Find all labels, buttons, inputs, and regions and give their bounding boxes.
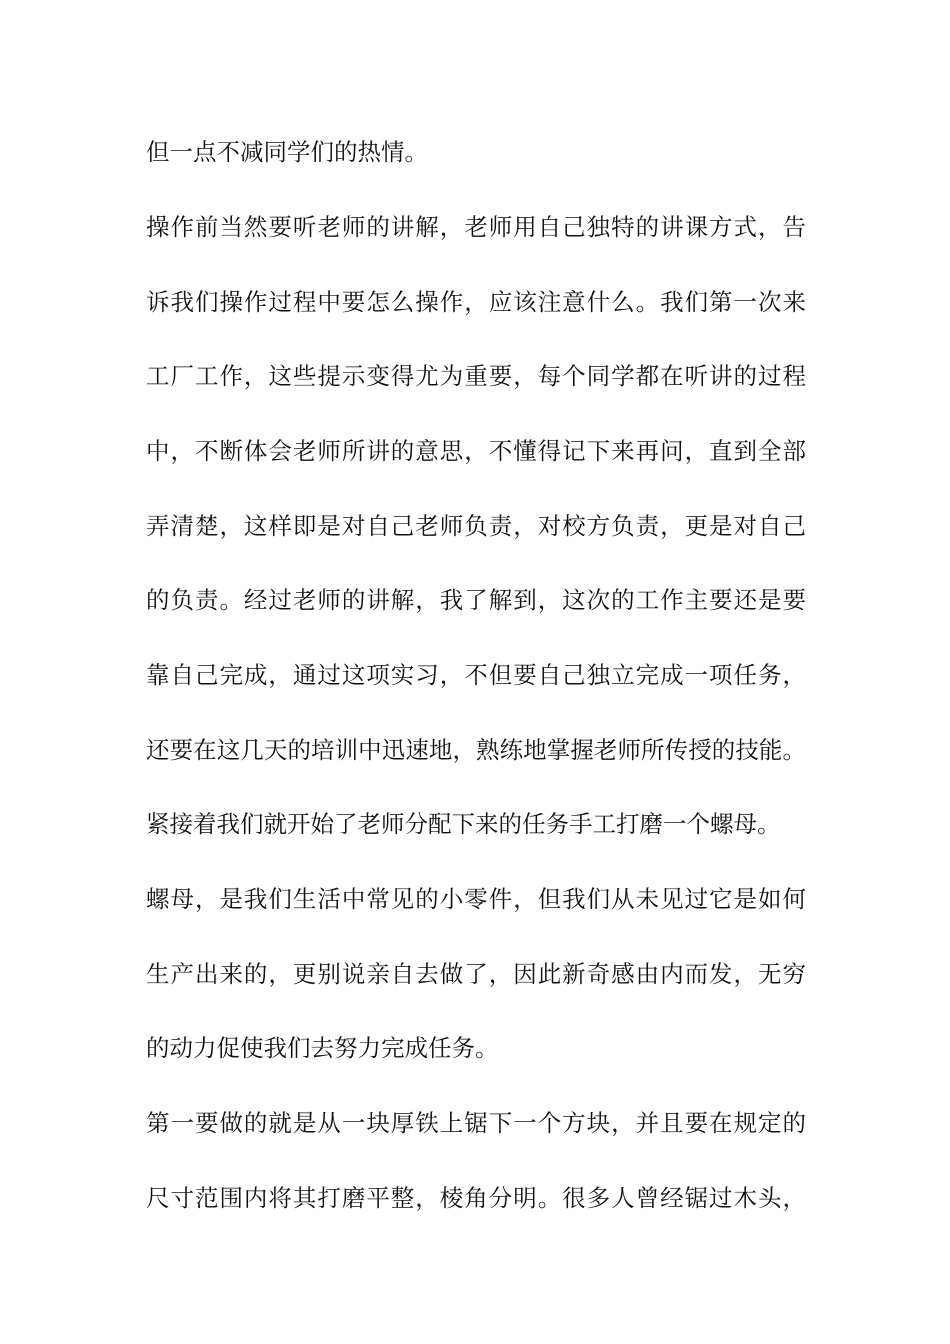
text-line: 诉我们操作过程中要怎么操作，应该注意什么。我们第一次来 xyxy=(146,288,806,316)
text-line: 靠自己完成，通过这项实习，不但要自己独立完成一项任务， xyxy=(146,661,806,689)
text-line: 尺寸范围内将其打磨平整，棱角分明。很多人曾经锯过木头， xyxy=(146,1184,806,1212)
text-line: 的动力促使我们去努力完成任务。 xyxy=(146,1034,499,1062)
text-line: 中，不断体会老师所讲的意思，不懂得记下来再问，直到全部 xyxy=(146,437,806,465)
text-line: 弄清楚，这样即是对自己老师负责，对校方负责，更是对自己 xyxy=(146,512,806,540)
text-line: 工厂工作，这些提示变得尤为重要，每个同学都在听讲的过程 xyxy=(146,362,806,390)
text-line: 操作前当然要听老师的讲解，老师用自己独特的讲课方式，告 xyxy=(146,213,806,241)
text-line: 第一要做的就是从一块厚铁上锯下一个方块，并且要在规定的 xyxy=(146,1109,806,1137)
text-line: 螺母，是我们生活中常见的小零件，但我们从未见过它是如何 xyxy=(146,885,806,913)
text-line: 还要在这几天的培训中迅速地，熟练地掌握老师所传授的技能。 xyxy=(146,736,806,764)
text-line: 但一点不减同学们的热情。 xyxy=(146,138,428,166)
text-line: 生产出来的，更别说亲自去做了，因此新奇感由内而发，无穷 xyxy=(146,960,806,988)
text-line: 紧接着我们就开始了老师分配下来的任务手工打磨一个螺母。 xyxy=(146,810,781,838)
text-line: 的负责。经过老师的讲解，我了解到，这次的工作主要还是要 xyxy=(146,586,806,614)
